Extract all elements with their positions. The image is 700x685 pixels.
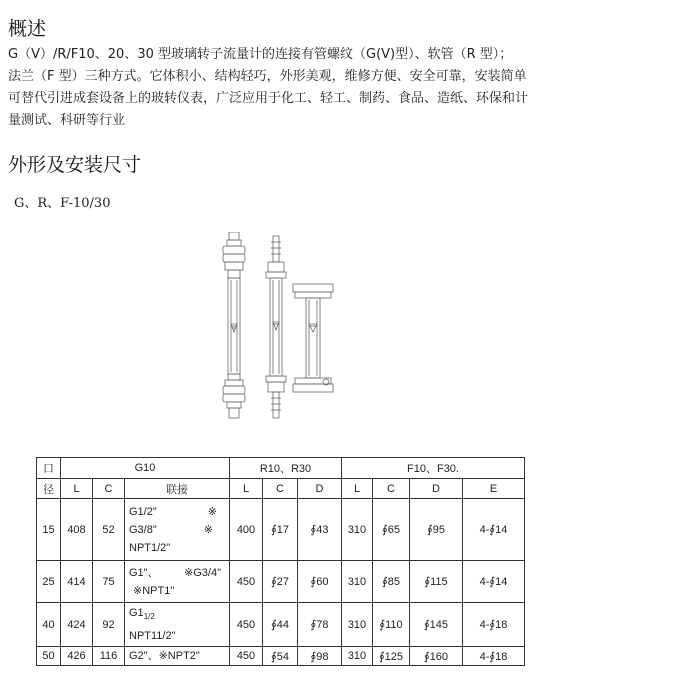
col-header-C: C <box>93 479 125 499</box>
cell-g-C: 75 <box>93 561 125 603</box>
cell-g-C: 116 <box>93 647 125 666</box>
cell-f-E: 4-∮18 <box>463 603 525 647</box>
cell-f-E: 4-∮14 <box>463 561 525 603</box>
table-header-columns <box>37 479 525 499</box>
overview-line: 量测试、科研等行业 <box>8 113 126 128</box>
col-header-C: C <box>263 479 298 499</box>
connection-spec: ※NPT1" <box>133 584 175 597</box>
cell-g-L: 408 <box>61 499 93 561</box>
col-header-C: C <box>373 479 410 499</box>
caliber-header-top: 口 <box>37 458 61 479</box>
cell-r-C: ∮54 <box>263 647 298 666</box>
table-row <box>37 647 525 666</box>
cell-r-C: ∮44 <box>263 603 298 647</box>
cell-f-L: 310 <box>342 647 373 666</box>
col-header-L: L <box>342 479 373 499</box>
overview-paragraph <box>8 44 583 132</box>
cell-r-L: 400 <box>230 499 263 561</box>
cell-f-L: 310 <box>342 499 373 561</box>
cell-caliber: 50 <box>37 647 61 666</box>
col-header-D: D <box>410 479 463 499</box>
cell-g-L: 426 <box>61 647 93 666</box>
cell-r-D: ∮78 <box>298 603 342 647</box>
cell-f-C: ∮85 <box>373 561 410 603</box>
cell-f-E: 4-∮14 <box>463 499 525 561</box>
overview-line: G（V）/R/F10、20、30 型玻璃转子流量计的连接有管螺纹（G(V)型）、软管（R 型）； <box>8 47 513 62</box>
cell-connection <box>125 561 230 603</box>
cell-r-L: 450 <box>230 603 263 647</box>
connection-spec: G1 <box>129 607 144 620</box>
cell-f-D: ∮95 <box>410 499 463 561</box>
cell-r-L: 450 <box>230 647 263 666</box>
cell-connection: G2"、※NPT2" <box>125 647 230 666</box>
cell-g-C: 92 <box>93 603 125 647</box>
connection-spec: G3/8" <box>129 523 157 536</box>
table-header-groups <box>37 458 525 479</box>
cell-f-L: 310 <box>342 561 373 603</box>
cell-g-C: 52 <box>93 499 125 561</box>
f-type-flowmeter <box>293 284 333 392</box>
cell-f-C: ∮110 <box>373 603 410 647</box>
f10-group-header: F10、F30. <box>342 458 525 479</box>
col-header-L: L <box>230 479 263 499</box>
connection-spec: NPT1/2" <box>129 541 171 554</box>
cell-connection <box>125 603 230 647</box>
cell-r-D: ∮60 <box>298 561 342 603</box>
cell-f-D: ∮145 <box>410 603 463 647</box>
table-row <box>37 561 525 603</box>
col-header-E: E <box>463 479 525 499</box>
connection-spec: G1"、 <box>129 566 159 579</box>
model-label: G、R、F-10/30 <box>14 196 111 211</box>
connection-spec: ※G3/4" <box>184 566 221 579</box>
table-row <box>37 603 525 647</box>
cell-f-L: 310 <box>342 603 373 647</box>
cell-r-L: 450 <box>230 561 263 603</box>
flowmeter-drawing <box>210 232 350 432</box>
g-type-flowmeter <box>223 232 245 418</box>
cell-f-D: ∮160 <box>410 647 463 666</box>
cell-r-C: ∮27 <box>263 561 298 603</box>
cell-caliber: 15 <box>37 499 61 561</box>
caliber-header-bottom: 径 <box>37 479 61 499</box>
cell-f-E: 4-∮18 <box>463 647 525 666</box>
cell-r-D: ∮43 <box>298 499 342 561</box>
dimensions-title: 外形及安装尺寸 <box>8 154 142 176</box>
cell-g-L: 424 <box>61 603 93 647</box>
r-type-flowmeter <box>266 236 286 418</box>
table-row <box>37 499 525 561</box>
connection-mark: ※ <box>207 505 217 518</box>
overview-title: 概述 <box>8 18 47 40</box>
r10-group-header: R10、R30 <box>230 458 342 479</box>
col-header-L: L <box>61 479 93 499</box>
overview-line: 法兰（F 型）三种方式。它体积小、结构轻巧，外形美观，维修方便、安全可靠，安装简单 <box>8 69 527 84</box>
g10-group-header: G10 <box>61 458 230 479</box>
connection-mark: ※ <box>203 523 213 536</box>
cell-caliber: 40 <box>37 603 61 647</box>
cell-caliber: 25 <box>37 561 61 603</box>
col-header-connection: 联接 <box>125 479 230 499</box>
dimensions-table <box>36 457 525 666</box>
connection-spec: NPT11/2" <box>129 629 176 642</box>
connection-spec-subscript: 1/2 <box>143 612 155 622</box>
cell-connection <box>125 499 230 561</box>
cell-f-C: ∮65 <box>373 499 410 561</box>
cell-r-C: ∮17 <box>263 499 298 561</box>
cell-f-C: ∮125 <box>373 647 410 666</box>
col-header-D: D <box>298 479 342 499</box>
connection-spec: G1/2" <box>129 505 157 518</box>
cell-r-D: ∮98 <box>298 647 342 666</box>
cell-f-D: ∮115 <box>410 561 463 603</box>
overview-line: 可替代引进成套设备上的玻转仪表，广泛应用于化工、轻工、制药、食品、造纸、环保和计 <box>8 91 529 106</box>
cell-g-L: 414 <box>61 561 93 603</box>
